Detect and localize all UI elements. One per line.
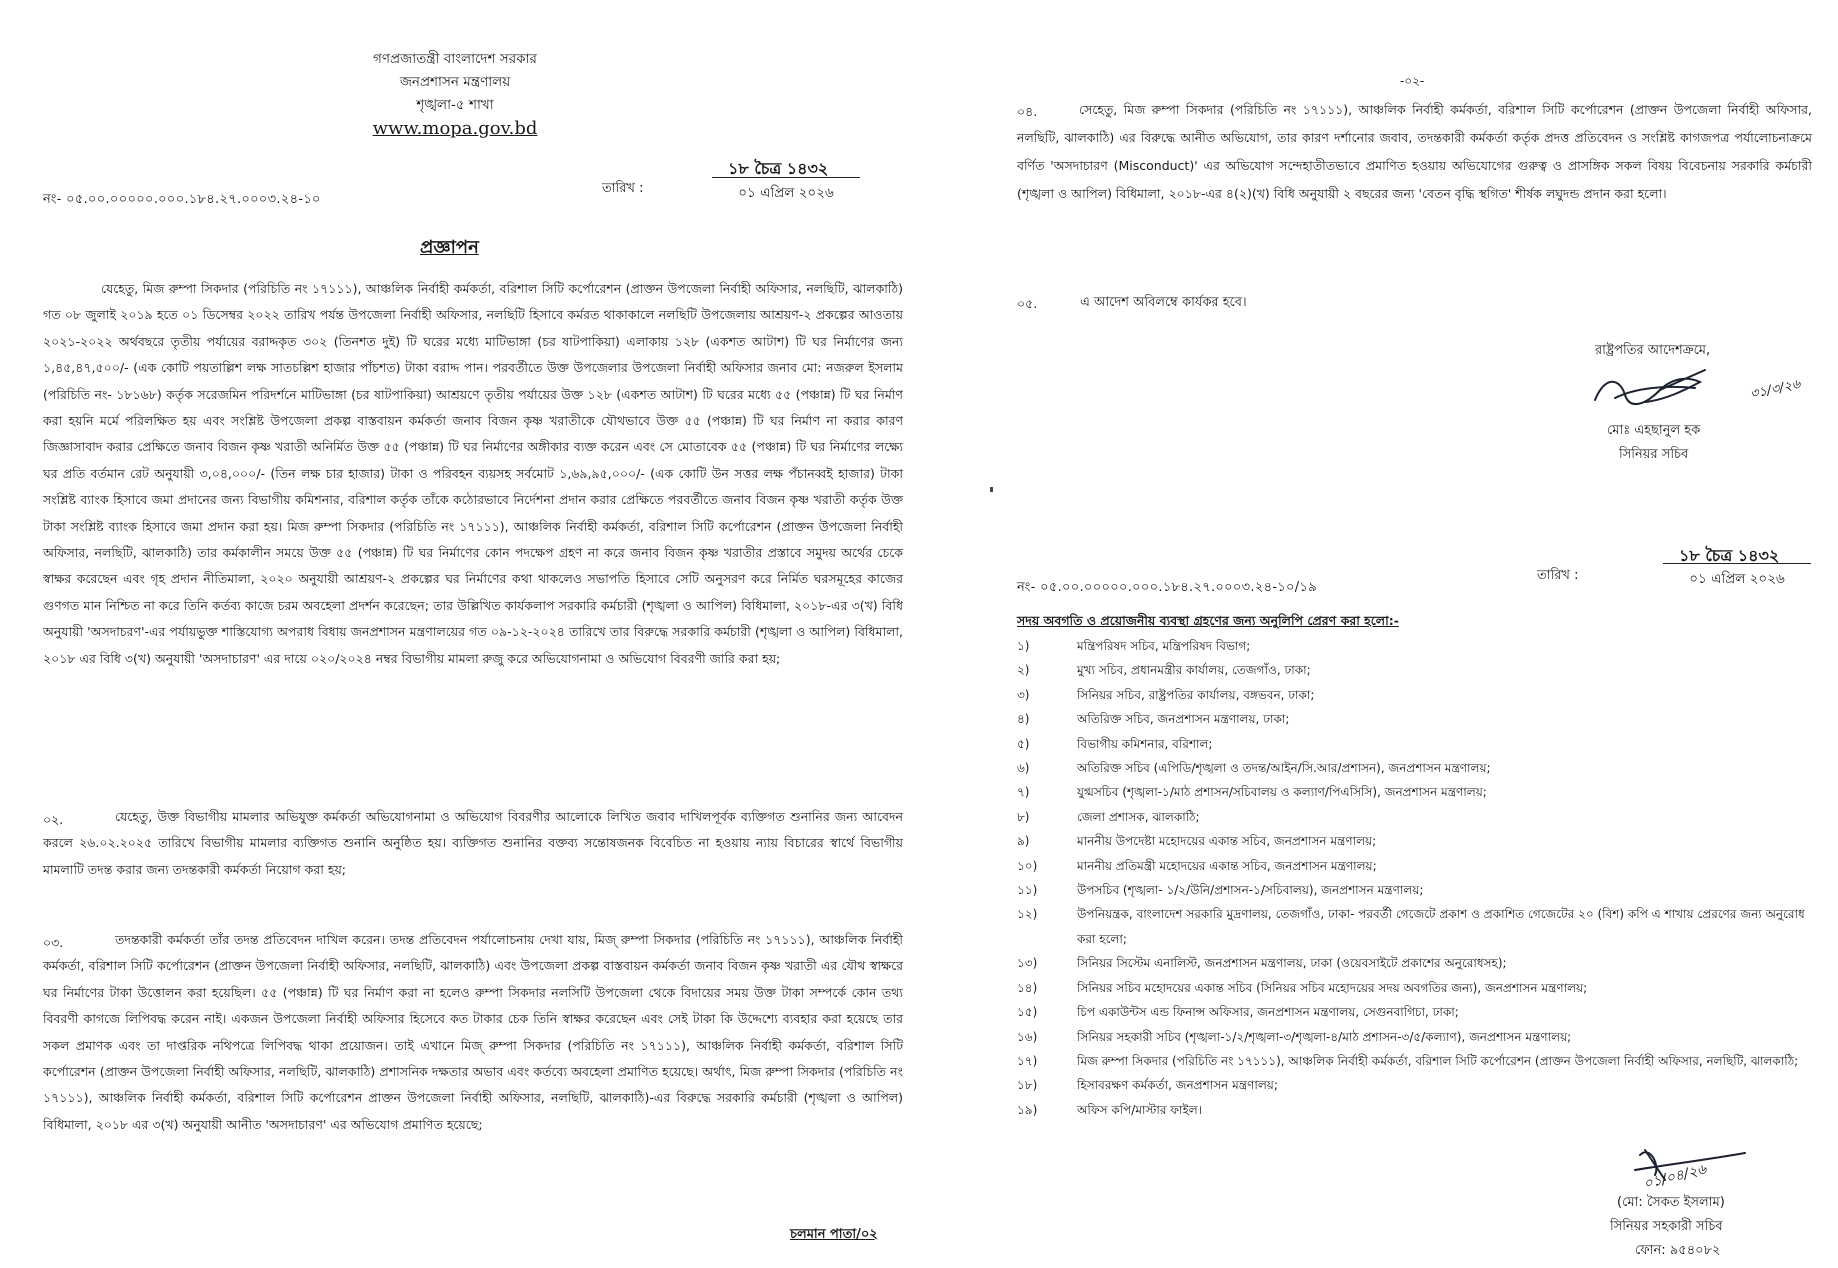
cc-item-number: ১৫) [1017, 1005, 1038, 1020]
cc-item-number: ৩) [1017, 687, 1030, 702]
memo-number: নং- ০৫.০০.০০০০০.০০০.১৮৪.২৭.০০০৩.২৪-১০ [43, 192, 321, 207]
paragraph-05: এ আদেশ অবিলম্বে কার্যকর হবে। [1080, 295, 1247, 310]
cc-item [1017, 1098, 1817, 1122]
continued-page-note: চলমান পাতা/০২ [790, 1227, 878, 1242]
cc-item-text: জেলা প্রশাসক, ঝালকাঠি; [1077, 809, 1200, 824]
cc-list [1017, 634, 1817, 1122]
cc-item-text: চিপ একাউন্টস এন্ড ফিনান্স অফিসার, জনপ্রশাসন মন্ত্রণালয়, সেগুনবাগিচা, ঢাকা; [1077, 1005, 1459, 1020]
cc-item [1017, 780, 1817, 804]
signer-2-title: সিনিয়র সহকারী সচিব [1610, 1219, 1723, 1234]
cc-item-number: ১৮) [1017, 1078, 1038, 1093]
signature-2-date: ০১/০৪/২৬ [1642, 1161, 1709, 1193]
cc-item-number: ১৩) [1017, 956, 1038, 971]
cc-item-text: সিনিয়র সচিব মহোদয়ের একান্ত সচিব (সিনিয়র সচিব মহোদয়ের সদয় অবগতির জন্য), জনপ্রশাসন মন্ত্রণালয়; [1077, 980, 1588, 995]
cc-item-text: বিভাগীয় কমিশনার, বরিশাল; [1077, 736, 1213, 751]
paragraph-02-number: ০২. [43, 812, 64, 827]
cc-item-text: মাননীয় উপদেষ্টা মহোদয়ের একান্ত সচিব, জনপ্রশাসন মন্ত্রণালয়; [1077, 834, 1377, 849]
date-bangla: ১৮ চৈত্র ১৪৩২ [728, 159, 829, 178]
letterhead-government: গণপ্রজাতন্ত্রী বাংলাদেশ সরকার [373, 51, 537, 67]
cc-item-number: ১৯) [1017, 1102, 1038, 1117]
cc-item-text: অফিস কপি/মাস্টার ফাইল। [1077, 1102, 1203, 1117]
cc-item-number: ১১) [1017, 883, 1038, 898]
cc-item-text: যুগ্মসচিব (শৃঙ্খলা-১/মাঠ প্রশাসন/সচিবালয় ও কল্যাণ/পিএসিসি), জনপ্রশাসন মন্ত্রণালয়; [1077, 785, 1487, 800]
cc-item [1017, 1049, 1817, 1073]
cc-item [1017, 658, 1817, 682]
cc-item [1017, 805, 1817, 829]
paragraph-03: তদন্তকারী কর্মকর্তা তাঁর তদন্ত প্রতিবেদন দাখিল করেন। তদন্ত প্রতিবেদন পর্যালোচনায় দেখা যায়, মিজ্ রুম্পা সিকদার (পরিচিতি নং ১৭১১১), আঞ্চলিক নির্বাহী কর্মকর্তা, বরিশাল সিটি কর্পোরেশন (প্রাক্তন উপজেলা নির্বাহী অফিসার, নলছিটি, ঝালকাঠি) এবং উপজেলা প্রকল্প বাস্তবায়ন কর্মকর্তা জনাব বিজন কৃষ্ণ খরাতী এর যৌথ স্বাক্ষরে ঘর নির্মাণের টাকা উত্তোলন করা হয়েছিল। ৫৫ (পঞ্চান্ন) টি ঘর নির্মাণ করা না হলেও রুম্পা সিকদার নলসিটি উপজেলা থেকে বিদায়ের সময় উক্ত টাকা সম্পর্কে কোন তথ্য বিবরণী কাগজে লিপিবদ্ধ করেন নাই। একজন উপজেলা নির্বাহী অফিসার হিসেবে কত টাকার চেক তিনি স্বাক্ষর করেছেন এবং সেই টাকা কি উদ্দেশ্যে ব্যবহার করা হয়েছে তার সকল প্রমাণক এবং তা দাপ্তরিক নথিপত্রে লিপিবদ্ধ থাকা প্রয়োজন। তাই এখানে মিজ্ রুম্পা সিকদার (পরিচিতি নং ১৭১১১), আঞ্চলিক নির্বাহী কর্মকর্তা, বরিশাল সিটি কর্পোরেশন (প্রাক্তন উপজেলা নির্বাহী অফিসার, নলছিটি, ঝালকাঠি) প্রশাসনিক দক্ষতার অভাব এবং কর্তব্যে অবহেলা প্রমাণিত হয়েছে। অর্থাৎ, মিজ রুম্পা সিকদার (পরিচিতি নং ১৭১১১), আঞ্চলিক নির্বাহী কর্মকর্তা, বরিশাল সিটি কর্পোরেশন প্রাক্তন উপজেলা নির্বাহী অফিসার, নলছিটি, ঝালকাঠি)-এর বিরুদ্ধে সরকারি কর্মচারী (শৃঙ্খলা ও আপিল) বিধিমালা, ২০১৮ এর ৩(খ) অনুযায়ী আনীত 'অসদাচারণ' এর অভিযোগ প্রমাণিত হয়েছে; [43, 932, 903, 1132]
cc-item-text: সিনিয়র সহকারী সচিব (শৃঙ্খলা-১/২/শৃঙ্খলা-৩/শৃঙ্খলা-৪/মাঠ প্রশাসন-৩/৫/কল্যাণ), জনপ্রশাসন মন্ত্রণালয়; [1077, 1029, 1572, 1044]
cc-item [1017, 854, 1817, 878]
cc-item-number: ৯) [1017, 834, 1030, 849]
cc-heading: সদয় অবগতি ও প্রয়োজনীয় ব্যবস্থা গ্রহণের জন্য অনুলিপি প্রেরণ করা হলো:- [1017, 613, 1399, 628]
cc-item [1017, 976, 1817, 1000]
date-english: ০১ এপ্রিল ২০২৬ [712, 177, 860, 205]
cc-item-number: ১০) [1017, 858, 1038, 873]
document-title: প্রজ্ঞাপন [420, 237, 479, 258]
cc-date-bangla: ১৮ চৈত্র ১৪৩২ [1679, 546, 1780, 565]
paragraph-04-number: ০৪. [1017, 104, 1038, 119]
signer-1-name: মোঃ এহছানুল হক [1607, 423, 1701, 438]
cc-item-text: মন্ত্রিপরিষদ সচিব, মন্ত্রিপরিষদ বিভাগ; [1077, 639, 1251, 653]
cc-item-number: ৫) [1017, 736, 1030, 751]
cc-item-number: ৭) [1017, 785, 1030, 800]
cc-item-number: ১২) [1017, 907, 1038, 922]
signer-1-title: সিনিয়র সচিব [1619, 447, 1689, 462]
cc-item-text: মাননীয় প্রতিমন্ত্রী মহোদয়ের একান্ত সচিব, জনপ্রশাসন মন্ত্রণালয়; [1077, 858, 1377, 873]
cc-item-text: সিনিয়র সচিব, রাষ্ট্রপতির কার্যালয়, বঙ্গভবন, ঢাকা; [1077, 687, 1315, 702]
cc-item-number: ৬) [1017, 761, 1030, 776]
cc-item-number: ১) [1017, 639, 1030, 653]
cc-item [1017, 732, 1817, 756]
cc-memo-number: নং- ০৫.০০.০০০০০.০০০.১৮৪.২৭.০০০৩.২৪-১০/১৯ [1017, 580, 1317, 595]
cc-item [1017, 1073, 1817, 1097]
signer-2-name: (মো: সৈকত ইসলাম) [1617, 1195, 1725, 1210]
page-number: -০২- [1400, 74, 1425, 88]
date-label: তারিখ : [602, 181, 644, 196]
cc-item [1017, 902, 1817, 951]
cc-date-label: তারিখ : [1537, 568, 1579, 583]
letterhead-ministry: জনপ্রশাসন মন্ত্রণালয় [399, 74, 511, 90]
paragraph-03-number: ০৩. [43, 935, 64, 950]
cc-item [1017, 634, 1817, 658]
cc-item-number: ১৬) [1017, 1029, 1038, 1044]
cc-item [1017, 1000, 1817, 1024]
scan-speck [990, 487, 993, 492]
cc-item-number: ৪) [1017, 712, 1030, 727]
cc-item-text: সিনিয়র সিস্টেম এনালিস্ট, জনপ্রশাসন মন্ত্রণালয়, ঢাকা (ওয়েবসাইটে প্রকাশের অনুরোধসহ); [1077, 956, 1507, 971]
cc-item-text: অতিরিক্ত সচিব, জনপ্রশাসন মন্ত্রণালয়, ঢাকা; [1077, 712, 1290, 727]
letterhead-website[interactable]: www.mopa.gov.bd [372, 118, 538, 139]
page-2 [995, 0, 1838, 1268]
cc-item [1017, 1025, 1817, 1049]
cc-item [1017, 951, 1817, 975]
letterhead-section: শৃঙ্খলা-৫ শাখা [416, 97, 494, 113]
paragraph-02: যেহেতু, উক্ত বিভাগীয় মামলার অভিযুক্ত কর্মকর্তা অভিযোগনামা ও অভিযোগ বিবরণীর আলোকে লিখিত জবাব দাখিলপূর্বক ব্যক্তিগত শুনানির জন্য আবেদন করলে ২৬.০২.২০২৫ তারিখে বিভাগীয় মামলার ব্যক্তিগত শুনানি অনুষ্ঠিত হয়। ব্যক্তিগত শুনানির বক্তব্য সন্তোষজনক বিবেচিত না হওয়ায় ন্যায় বিচারের স্বার্থে বিভাগীয় মামলাটি তদন্ত করার জন্য তদন্তকারী কর্মকর্তা নিয়োগ করা হয়; [43, 809, 903, 877]
cc-item-number: ১৭) [1017, 1053, 1038, 1068]
cc-item-number: ১৪) [1017, 980, 1038, 995]
cc-item [1017, 756, 1817, 780]
cc-item-number: ৮) [1017, 809, 1030, 824]
cc-item [1017, 707, 1817, 731]
cc-date-english: ০১ এপ্রিল ২০২৬ [1663, 563, 1811, 591]
cc-item-text: মুখ্য সচিব, প্রধানমন্ত্রীর কার্যালয়, তেজগাঁও, ঢাকা; [1077, 663, 1311, 678]
signer-2-phone: ফোন: ৯৫৪০৮২ [1635, 1243, 1721, 1258]
letterhead [0, 48, 935, 140]
cc-item-text: উপসচিব (শৃঙ্খলা- ১/২/উনি/প্রশাসন-১/সচিবালয়), জনপ্রশাসন মন্ত্রণালয়; [1077, 883, 1424, 898]
cc-item-number: ২) [1017, 663, 1030, 678]
cc-item-text: উপনিয়ন্ত্রক, বাংলাদেশ সরকারি মুদ্রণালয়, তেজগাঁও, ঢাকা- পরবর্তী গেজেটে প্রকাশ ও প্রকাশিত গেজেটের ২০ (বিশ) কপি এ শাখায় প্রেরণের জন্য অনুরোধ করা হলো; [1077, 907, 1805, 946]
paragraph-01: যেহেতু, মিজ রুম্পা সিকদার (পরিচিতি নং ১৭১১১), আঞ্চলিক নির্বাহী কর্মকর্তা, বরিশাল সিটি কর্পোরেশন (প্রাক্তন উপজেলা নির্বাহী অফিসার, নলছিটি, ঝালকাঠি) গত ০৮ জুলাই ২০১৯ হতে ০১ ডিসেম্বর ২০২২ তারিখ পর্যন্ত উপজেলা নির্বাহী অফিসার, নলছিটি হিসাবে কর্মরত থাকাকালে নলছিটি উপজেলায় আশ্রয়ণ-২ প্রকল্পের আওতায় ২০২১-২০২২ অর্থবছরে তৃতীয় পর্যায়ের বরাদ্দকৃত ৩০২ (তিনশত দুই) টি ঘরের মধ্যে মাটিভাঙ্গা (চর ষাটপাকিয়া) এলাকায় ১২৮ (একশত আটাশ) টি ঘর নির্মাণের জন্য ১,৪৫,৪৭,৫০০/- (এক কোটি পয়তাল্লিশ লক্ষ সাতচল্লিশ হাজার পাঁচশত) টাকা বরাদ্দ পান। পরবর্তীতে উক্ত উপজেলার উপজেলা নির্বাহী অফিসার জনাব মো: নজরুল ইসলাম (পরিচিতি নং- ১৮১৬৮) কর্তৃক সরেজমিন পরিদর্শনে মাটিভাঙ্গা (চর ষাটপাকিয়া) আশ্রয়ণে তৃতীয় পর্যায়ের উক্ত ১২৮ (একশত আটাশ) টি ঘরের মধ্যে ৫৫ (পঞ্চান্ন) টি ঘর নির্মাণ করা হয়নি মর্মে পরিলক্ষিত হয় এবং সংশ্লিষ্ট উপজেলা প্রকল্প বাস্তবায়ন কর্মকর্তা জনাব বিজন কৃষ্ণ খরাতীকে যৌথভাবে উক্ত ৫৫ (পঞ্চান্ন) টি ঘর নির্মাণ না করার কারণ জিজ্ঞাসাবাদ করার প্রেক্ষিতে জনাব বিজন কৃষ্ণ খরাতী অনির্মিত উক্ত ৫৫ (পঞ্চান্ন) টি ঘর নির্মাণের অঙ্গীকার ব্যক্ত করেন এবং সে মোতাবেক ৫৫ (পঞ্চান্ন) টি ঘর নির্মাণের লক্ষ্যে ঘর প্রতি বর্তমান রেট অনুযায়ী ৩,০৪,০০০/- (তিন লক্ষ চার হাজার) টাকা ও পরিবহন ব্যয়সহ সর্বমোট ১,৬৯,৯৫,০০০/- (এক কোটি উন সত্তর লক্ষ পঁচানব্বই হাজার) টাকা সংশ্লিষ্ট ব্যাংক হিসাবে জমা প্রদানের জন্য বিভাগীয় কমিশনার, বরিশাল কর্তৃক তাঁকে কঠোরভাবে নির্দেশনা প্রদান করার প্রেক্ষিতে পরবর্তীতে জনাব বিজন কৃষ্ণ খরাতী কর্তৃক উক্ত টাকা সংশ্লিষ্ট ব্যাংক হিসাবে জমা প্রদান করা হয়। মিজ রুম্পা সিকদার (পরিচিতি নং ১৭১১১), আঞ্চলিক নির্বাহী কর্মকর্তা, বরিশাল সিটি কর্পোরেশন (প্রাক্তন উপজেলা নির্বাহী অফিসার, নলছিটি, ঝালকাঠি) তার কর্মকালীন সময়ে উক্ত ৫৫ (পঞ্চান্ন) টি ঘর নির্মাণের কোন পদক্ষেপ গ্রহণ না করে জনাব বিজন কৃষ্ণ খরাতীর প্রস্তাবে সমুদয় অর্থের চেকে স্বাক্ষর করেছেন এবং গৃহ প্রদান নীতিমালা, ২০২০ অনুযায়ী আশ্রয়ণ-২ প্রকল্পের ঘর নির্মাণের কথা থাকলেও সভাপতি হিসাবে সেটি অনুসরণ করে নির্মিত ঘরসমূহের কাজের গুণগত মান নিশ্চিত না করে তিনি কর্তব্য কাজে চরম অবহেলা প্রদর্শন করেছেন; তার উল্লিখিত কার্যকলাপ সরকারি কর্মচারী (শৃঙ্খলা ও আপিল) বিধিমালা, ২০১৮-এর ৩(খ) বিধি অনুযায়ী 'অসদাচরণ'-এর পর্যায়ভুক্ত শাস্তিযোগ্য অপরাধ বিধায় জনপ্রশাসন মন্ত্রণালয়ের গত ০৯-১২-২০২৪ তারিখে তার বিরুদ্ধে সরকারি কর্মচারী (শৃঙ্খলা ও আপিল) বিধিমালা, ২০১৮ এর বিধি ৩(খ) অনুযায়ী 'অসদাচারণ' এর দায়ে ০২০/২০২৪ নম্বর বিভাগীয় মামলা রুজু করে অভিযোগনামা ও অভিযোগ বিবরণী জারি করা হয়; [43, 281, 903, 666]
cc-item [1017, 829, 1817, 853]
cc-item-text: অতিরিক্ত সচিব (এপিডি/শৃঙ্খলা ও তদন্ত/আইন/সি.আর/প্রশাসন), জনপ্রশাসন মন্ত্রণালয়; [1077, 761, 1491, 776]
cc-item [1017, 878, 1817, 902]
paragraph-04: সেহেতু, মিজ রুম্পা সিকদার (পরিচিতি নং ১৭১১১), আঞ্চলিক নির্বাহী কর্মকর্তা, বরিশাল সিটি কর্পোরেশন (প্রাক্তন উপজেলা নির্বাহী অফিসার, নলছিটি, ঝালকাঠি) এর বিরুদ্ধে আনীত অভিযোগ, তার কারণ দর্শানোর জবাব, তদন্তকারী কর্মকর্তা কর্তৃক প্রদত্ত প্রতিবেদন ও সংশ্লিষ্ট কাগজপত্র পর্যালোচনাক্রমে বর্ণিত 'অসদাচারণ (Misconduct)' এর অভিযোগ সন্দেহাতীতভাবে প্রমাণিত হওয়ায় অভিযোগের গুরুত্ব ও প্রাসঙ্গিক সকল বিষয় বিবেচনায় সরকারি কর্মচারী (শৃঙ্খলা ও আপিল) বিধিমালা, ২০১৮-এর ৪(২)(খ) বিধি অনুযায়ী ২ বছরের জন্য 'বেতন বৃদ্ধি স্থগিত' শীর্ষক লঘুদন্ড প্রদান করা হলো। [1017, 102, 1812, 201]
paragraph-05-number: ০৫. [1017, 296, 1038, 311]
cc-item-text: মিজ রুম্পা সিকদার (পরিচিতি নং ১৭১১১), আঞ্চলিক নির্বাহী কর্মকর্তা, বরিশাল সিটি কর্পোরেশন (প্রাক্তন উপজেলা নির্বাহী অফিসার, নলছিটি, ঝালকাঠি; [1077, 1053, 1799, 1068]
by-order-of-president: রাষ্ট্রপতির আদেশক্রমে, [1595, 343, 1711, 358]
cc-item-text: হিসাবরক্ষণ কর্মকর্তা, জনপ্রশাসন মন্ত্রণালয়; [1077, 1078, 1278, 1093]
cc-item [1017, 683, 1817, 707]
signature-1-date: ৩১/৩/২৬ [1748, 376, 1802, 403]
